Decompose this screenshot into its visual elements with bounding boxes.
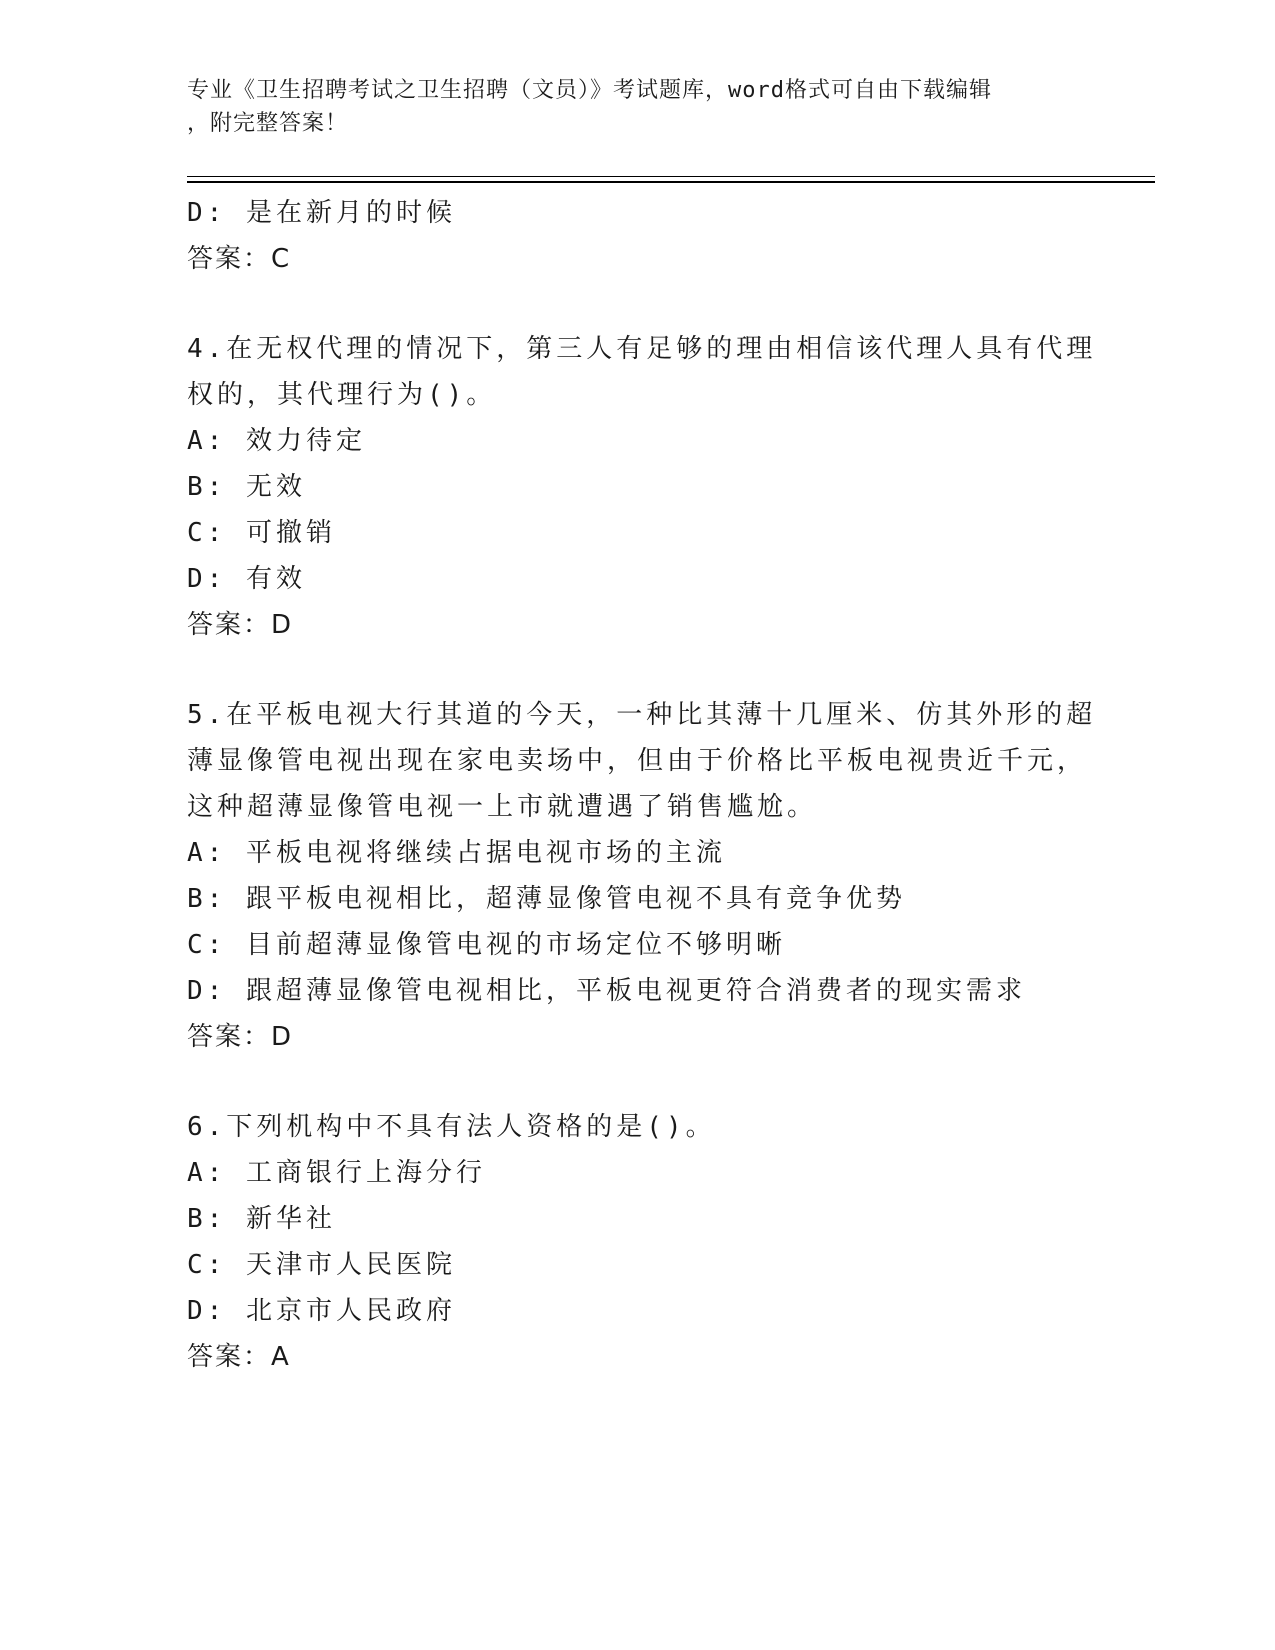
option-d: D: 北京市人民政府 [187, 1296, 456, 1326]
previous-question [187, 190, 1087, 282]
option-b: B: 跟平板电视相比，超薄显像管电视不具有竞争优势 [187, 884, 906, 914]
header-line-1: 专业《卫生招聘考试之卫生招聘（文员）》考试题库，word格式可自由下载编辑 [187, 78, 992, 103]
question-stem: 权的，其代理行为()。 [187, 380, 497, 410]
answer-line: 答案：A [187, 1342, 291, 1372]
header-divider-thin [187, 176, 1155, 177]
option-c: C: 目前超薄显像管电视的市场定位不够明晰 [187, 930, 786, 960]
question-stem: 这种超薄显像管电视一上市就遭遇了销售尴尬。 [187, 792, 818, 822]
option-c: C: 可撤销 [187, 518, 336, 548]
spacer [187, 282, 1087, 326]
option-d: D: 跟超薄显像管电视相比，平板电视更符合消费者的现实需求 [187, 976, 1026, 1006]
question-stem: 薄显像管电视出现在家电卖场中，但由于价格比平板电视贵近千元， [187, 746, 1088, 776]
answer-line: 答案：D [187, 1022, 294, 1052]
question-5 [187, 692, 1097, 1060]
option-a: A: 工商银行上海分行 [187, 1158, 486, 1188]
option-b: B: 新华社 [187, 1204, 336, 1234]
answer-line: 答案：D [187, 610, 294, 640]
option-d: D: 是在新月的时候 [187, 198, 456, 228]
question-stem: 4.在无权代理的情况下，第三人有足够的理由相信该代理人具有代理 [187, 334, 1097, 364]
spacer [187, 648, 1087, 692]
option-a: A: 效力待定 [187, 426, 366, 456]
option-a: A: 平板电视将继续占据电视市场的主流 [187, 838, 726, 868]
header-divider-thick [187, 181, 1155, 183]
answer-line: 答案：C [187, 244, 292, 274]
question-4 [187, 326, 1097, 648]
option-b: B: 无效 [187, 472, 306, 502]
option-c: C: 天津市人民医院 [187, 1250, 456, 1280]
question-stem: 5.在平板电视大行其道的今天，一种比其薄十几厘米、仿其外形的超 [187, 700, 1097, 730]
option-d: D: 有效 [187, 564, 306, 594]
spacer [187, 1060, 1087, 1104]
question-6 [187, 1104, 1087, 1380]
question-list [187, 190, 1097, 1380]
document-header [187, 74, 1067, 140]
header-line-2: ，附完整答案！ [187, 111, 349, 136]
question-stem: 6.下列机构中不具有法人资格的是()。 [187, 1112, 716, 1142]
